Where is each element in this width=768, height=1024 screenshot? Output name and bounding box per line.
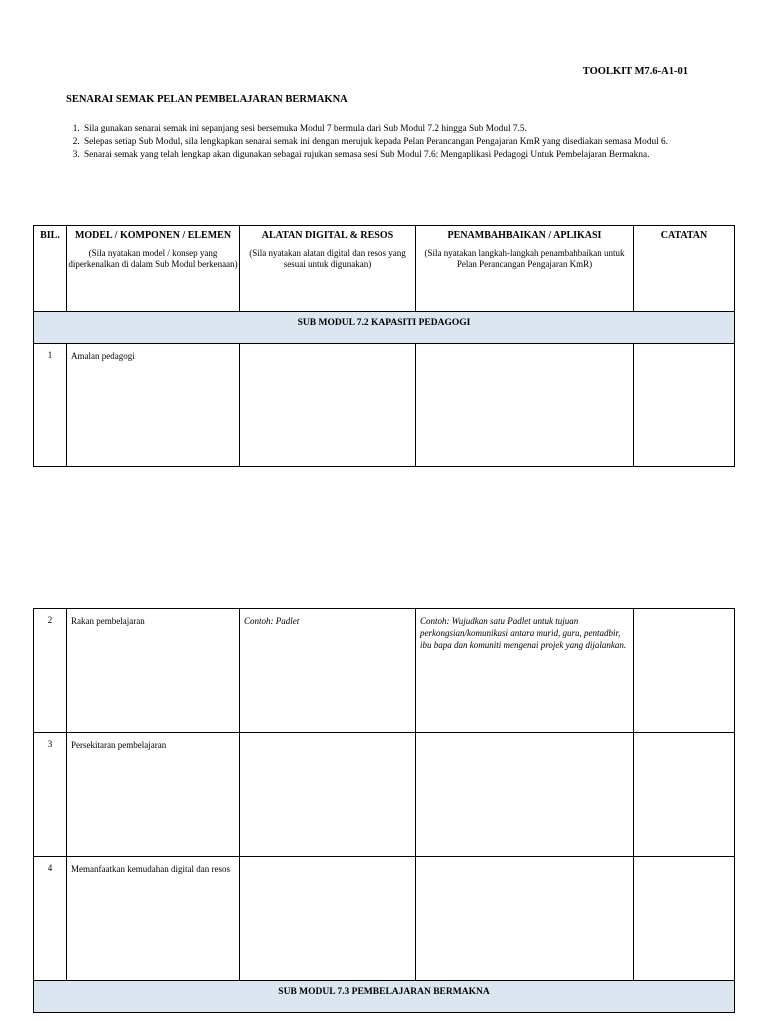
- table-row: [34, 344, 735, 467]
- row-improvement: [416, 344, 634, 467]
- column-header-bil: BIL.: [34, 226, 67, 312]
- document-title: SENARAI SEMAK PELAN PEMBELAJARAN BERMAKNA: [66, 94, 348, 105]
- section-title: SUB MODUL 7.2 KAPASITI PEDAGOGI: [34, 312, 735, 344]
- instruction-item: 1. Sila gunakan senarai semak ini sepanjang sesi bersemuka Modul 7 bermula dari Sub Modul 7.2 hingga Sub Modul 7.5.: [82, 123, 702, 135]
- row-notes: [634, 733, 735, 857]
- row-tools: [240, 733, 416, 857]
- row-tools: Contoh: Padlet: [240, 609, 416, 733]
- toolkit-code: TOOLKIT M7.6-A1-01: [582, 66, 688, 77]
- table-header-row: [34, 226, 735, 312]
- section-row: [34, 312, 735, 344]
- row-notes: [634, 609, 735, 733]
- row-tools: [240, 857, 416, 981]
- row-improvement: Contoh: Wujudkan satu Padlet untuk tujuan perkongsian/komunikasi antara murid, guru, pentadbir, ibu bapa dan komuniti mengenai projek yang dijalankan.: [416, 609, 634, 733]
- section-title: SUB MODUL 7.3 PEMBELAJARAN BERMAKNA: [34, 981, 735, 1013]
- table-row: [34, 857, 735, 981]
- row-number: 1: [34, 344, 67, 467]
- row-element: Rakan pembelajaran: [67, 609, 240, 733]
- row-improvement: [416, 857, 634, 981]
- row-element: Memanfaatkan kemudahan digital dan resos: [67, 857, 240, 981]
- row-number: 3: [34, 733, 67, 857]
- row-notes: [634, 344, 735, 467]
- instructions-list: [66, 123, 702, 162]
- section-row: [34, 981, 735, 1013]
- instruction-item: 2. Selepas setiap Sub Modul, sila lengkapkan senarai semak ini dengan merujuk kepada Pelan Perancangan Pengajaran KmR yang disediakan semasa Modul 6.: [82, 136, 702, 148]
- row-notes: [634, 857, 735, 981]
- column-header-notes: CATATAN: [634, 226, 735, 312]
- row-element: Persekitaran pembelajaran: [67, 733, 240, 857]
- column-header-improvement: PENAMBAHBAIKAN / APLIKASI (Sila nyatakan langkah-langkah penambahbaikan untuk Pelan Perancangan Pengajaran KmR): [416, 226, 634, 312]
- checklist-table-part-1: [33, 225, 735, 467]
- row-element: Amalan pedagogi: [67, 344, 240, 467]
- checklist-table-part-2: [33, 608, 735, 1013]
- row-number: 4: [34, 857, 67, 981]
- row-improvement: [416, 733, 634, 857]
- column-header-tools: ALATAN DIGITAL & RESOS (Sila nyatakan alatan digital dan resos yang sesuai untuk digunakan): [240, 226, 416, 312]
- row-number: 2: [34, 609, 67, 733]
- table-row: [34, 609, 735, 733]
- column-header-element: MODEL / KOMPONEN / ELEMEN (Sila nyatakan model / konsep yang diperkenalkan di dalam Sub Modul berkenaan): [67, 226, 240, 312]
- instruction-item: 3. Senarai semak yang telah lengkap akan digunakan sebagai rujukan semasa sesi Sub Modul 7.6: Mengaplikasi Pedagogi Untuk Pembelajaran Bermakna.: [82, 149, 702, 161]
- row-tools: [240, 344, 416, 467]
- table-row: [34, 733, 735, 857]
